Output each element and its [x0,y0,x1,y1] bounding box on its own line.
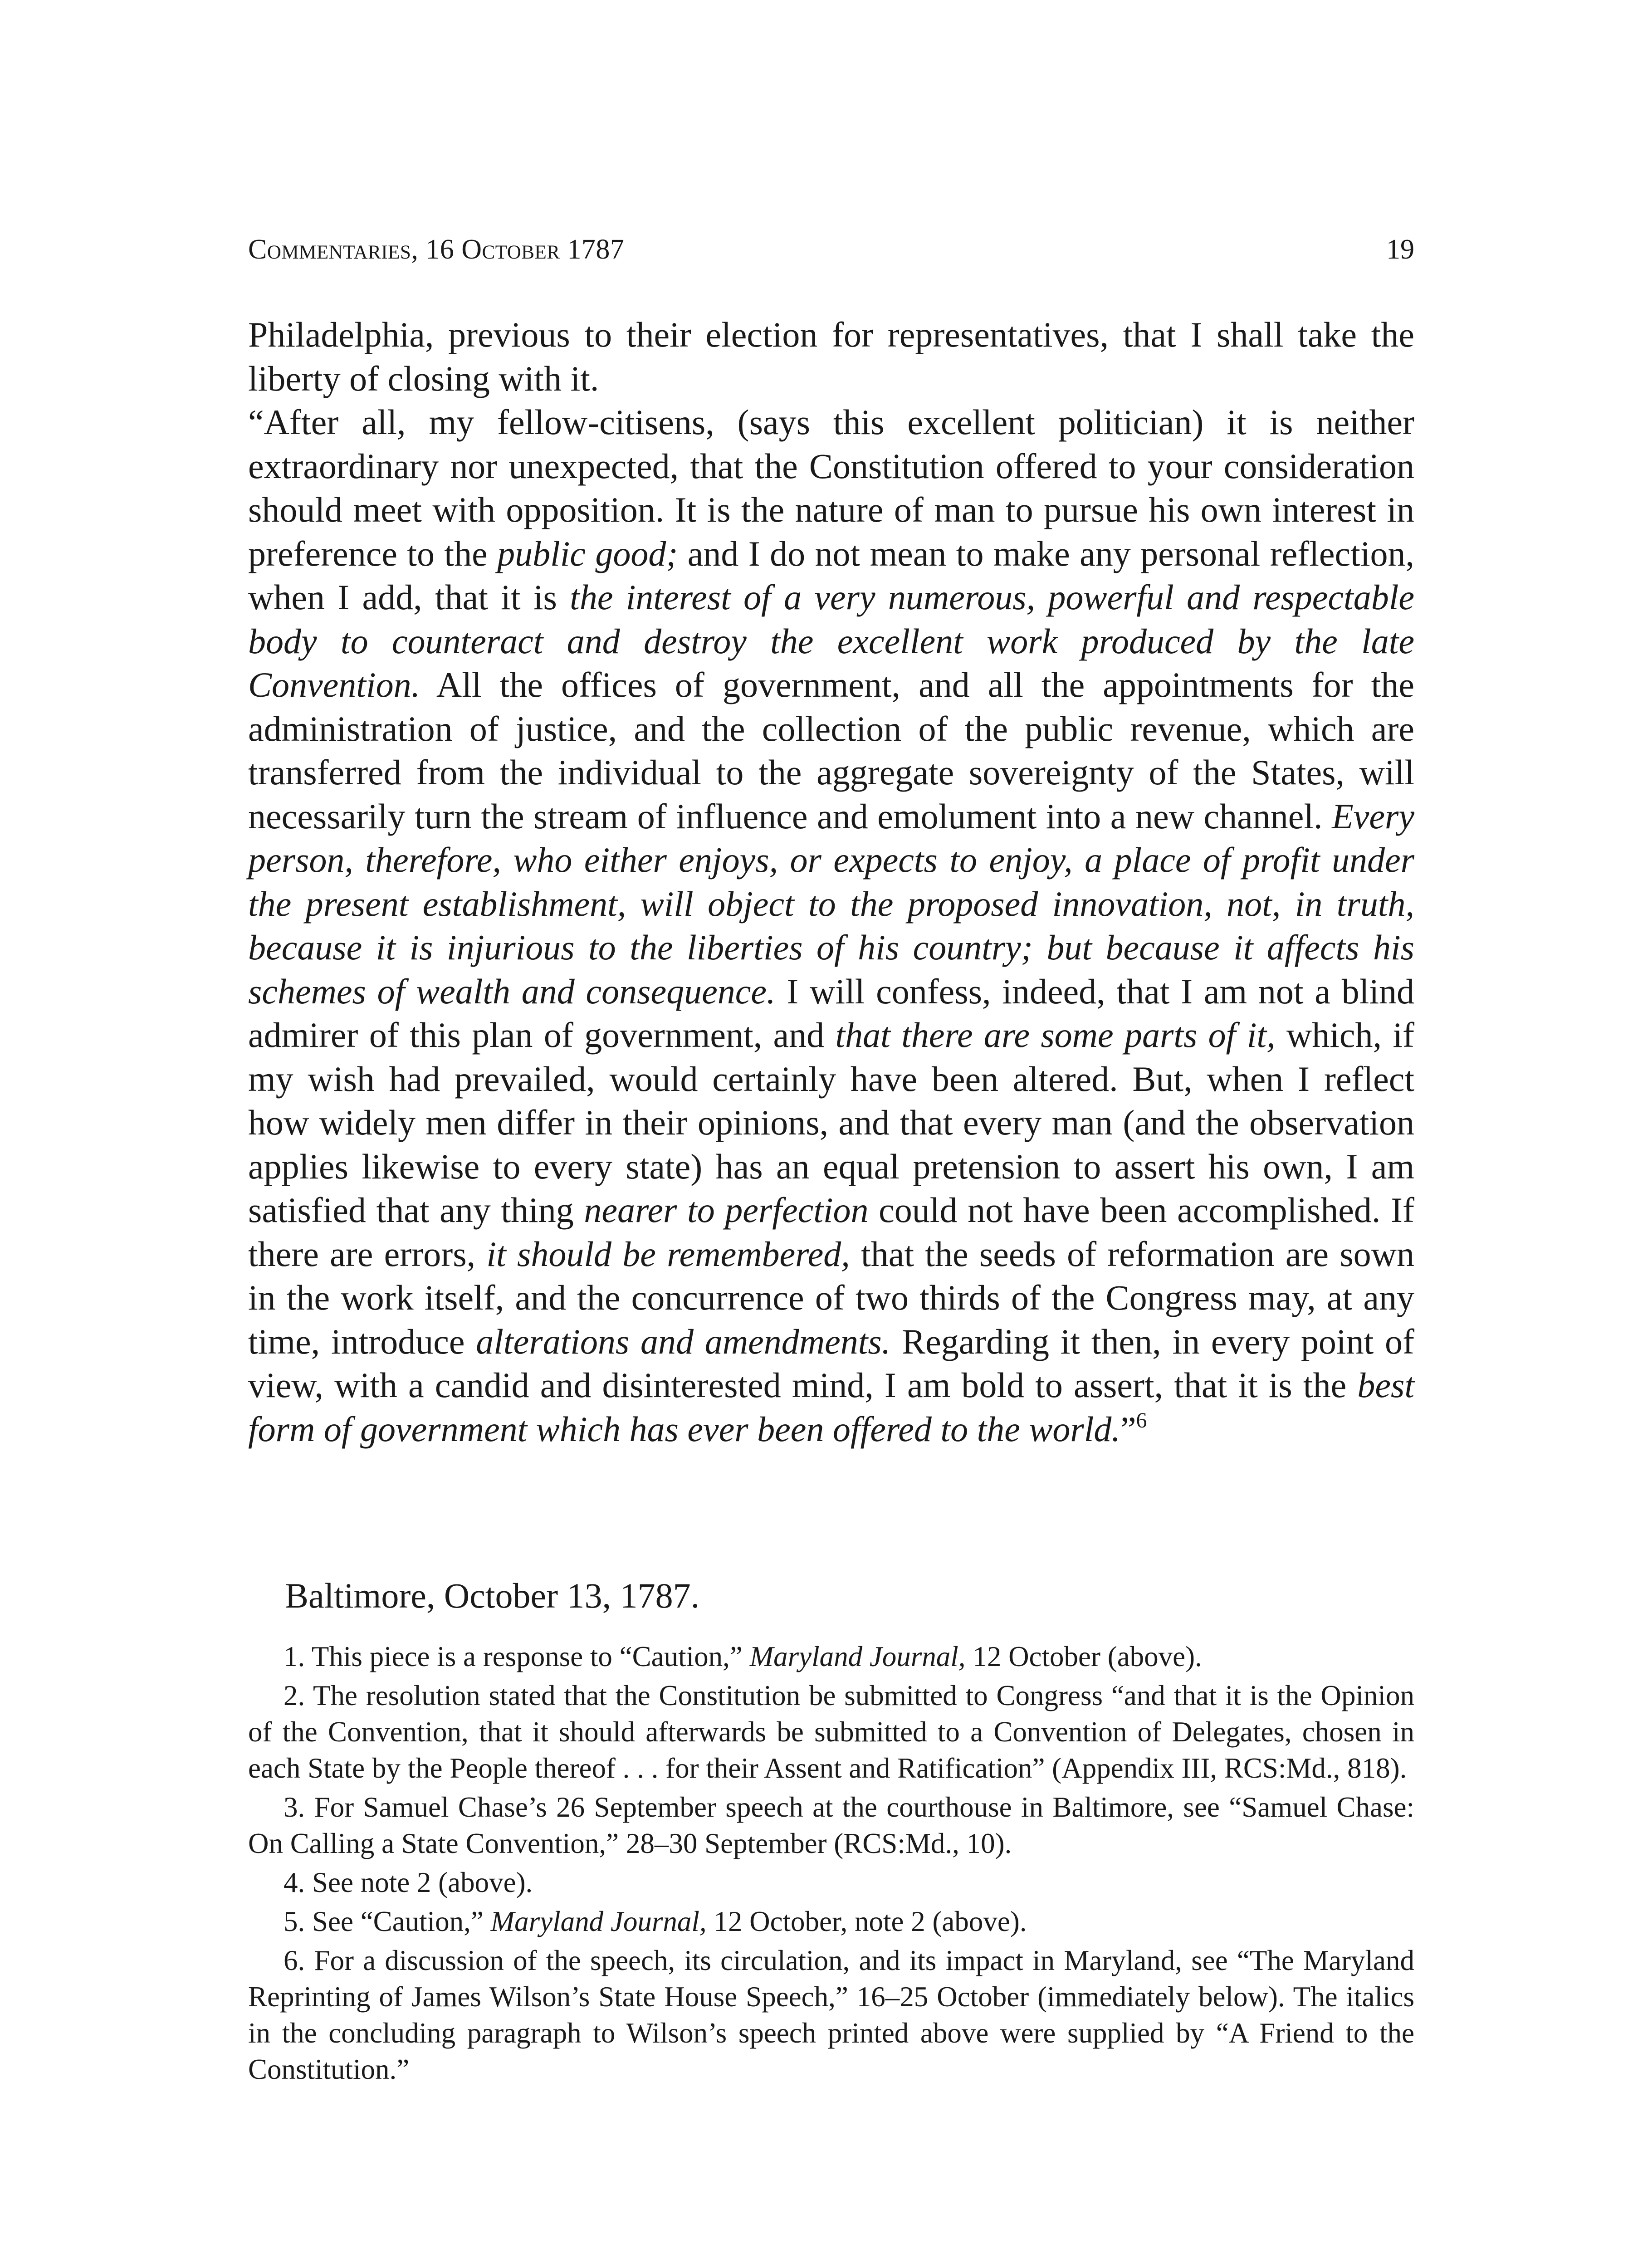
page-header [248,229,1414,270]
italic-run: the interest of a very numerous, powerful and respectable body to counteract and destroy the excellent work produced by the late Convention. [248,577,1414,704]
text-run: Regarding it then, in every point of view, with a candid and disinterested mind, I am bold to assert, that it is the [248,1321,1415,1405]
text-run: that the seeds of reformation are sown in the work itself, and the concurrence of two thirds of the Congress may, at any time, introduce [248,1234,1415,1361]
text-run: and I do not mean to make any personal reflection, when I add, that it is [248,533,1414,617]
running-head-rest-1: ommentaries [267,234,411,265]
text-run: which, if my wish had prevailed, would certainly have been altered. But, when I reflect how widely men differ in their opinions, and that every man (and the observation applies likewise to every state) has an equal pretension to assert his own, I am satisfied that any thing [248,1015,1414,1230]
running-head-date: , 16 [411,234,462,265]
page-number: 19 [1386,234,1414,265]
text-run: “After all, my fellow-citisens, (says this excellent politician) it is neither extraordinary nor unexpected, that the Constitution offered to your consideration should meet with opposition. It is the nature of man to pursue his own interest in preference to the [248,402,1414,573]
footnote-text: 1. This piece is a response to “Caution,” [284,1641,750,1672]
running-head-rest-2: ctober [482,234,560,265]
running-head-initial-2: O [461,234,482,265]
footnote-6: 6. For a discussion of the speech, its circulation, and its impact in Maryland, see “The Maryland Reprinting of James Wilson’s State House Speech,” 16–25 October (immediately below). The italics in the concluding paragraph to Wilson’s speech printed above were supplied by “A Friend to the Constitution.” [248,1945,1414,2085]
text-run: All the offices of government, and all the appointments for the administration of justice, and the collection of the public revenue, which are transferred from the individual to the aggregate sovereignty of the States, will necessarily turn the stream of influence and emolument into a new channel. [248,665,1414,836]
footnote-1 [248,1638,1414,1675]
italic-run: Every person, therefore, who either enjoys, or expects to enjoy, a place of profit under the present establishment, will object to the proposed innovation, not, in truth, because it is injurious to the liberties of his country; but because it affects his schemes of wealth and consequence. [248,796,1414,1011]
footnote-5 [248,1903,1414,1940]
dateline: Baltimore, October 13, 1787. [285,1576,700,1615]
body-text [248,313,1414,1451]
paragraph-2 [248,401,1414,1451]
running-head-initial-1: C [248,234,267,265]
footnote-3: 3. For Samuel Chase’s 26 September speech at the courthouse in Baltimore, see “Samuel Chase: On Calling a State Convention,” 28–30 September (RCS:Md., 10). [248,1791,1414,1859]
footnote-text: 12 October, note 2 (above). [706,1906,1027,1937]
paragraph-1: Philadelphia, previous to their election for representatives, that I shall take the liberty of closing with it. [248,315,1414,398]
italic-run: best form of government which has ever been offered to the world. [248,1365,1414,1449]
italic-run: public good; [497,533,678,573]
running-head [248,229,624,270]
italic-run: it should be remembered, [486,1234,850,1274]
italic-run: nearer to perfection [584,1190,869,1230]
footnote-2: 2. The resolution stated that the Constitution be submitted to Congress “and that it is the Opinion of the Convention, that it should afterwards be submitted to a Convention of Delegates, chosen in each State by the People thereof . . . for their Assent and Ratification” (Appendix III, RCS:Md., 818). [248,1680,1414,1784]
text-run: could not have been accomplished. If there are errors, [248,1190,1414,1274]
text-run: I will confess, indeed, that I am not a blind admirer of this plan of government, and [248,971,1415,1055]
footnote-italic: Maryland Journal, [749,1641,966,1672]
footnotes [248,1638,1414,2090]
running-head-year: 1787 [560,234,625,265]
footnote-text: 12 October (above). [965,1641,1202,1672]
footnote-text: 5. See “Caution,” [284,1906,491,1937]
closing-quote: ” [1120,1409,1136,1449]
footnote-4: 4. See note 2 (above). [284,1867,533,1898]
footnote-italic: Maryland Journal, [490,1906,707,1937]
footnote-ref-6: 6 [1136,1408,1147,1432]
italic-run: alterations and amendments. [476,1321,891,1361]
italic-run: that there are some parts of it, [835,1015,1276,1055]
